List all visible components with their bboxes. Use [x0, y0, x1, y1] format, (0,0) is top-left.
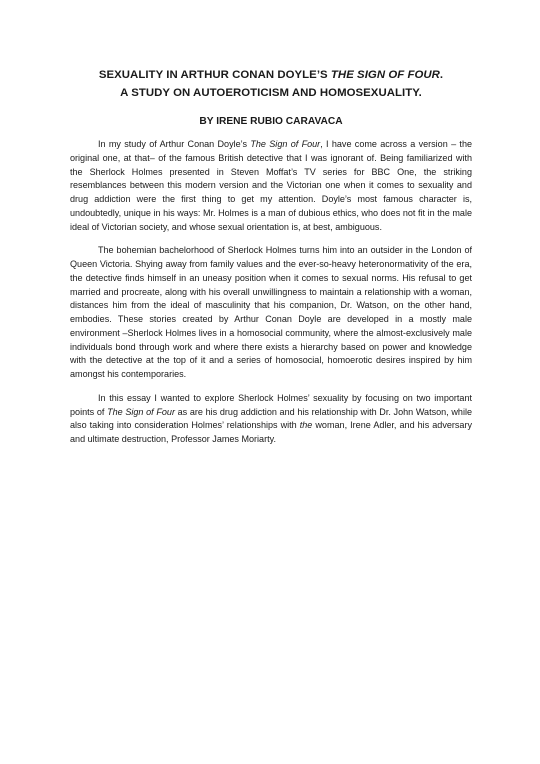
- paragraph-1: [70, 138, 472, 234]
- title-book-name: THE SIGN OF FOUR: [330, 69, 440, 81]
- paragraph-1-text-c: , I have come across a version – the original one, at that– of the famous British detective that I was ignorant of. Being familiarized with the Sherlock Holmes presented in Steven Moffat’s TV series for BBC One, the striking resemblances between this modern version and the Victorian one when it comes to sexuality and drug addiction were the first thing to get my attention. Doyle’s most famous character is, undoubtedly, unique in his ways: Mr. Holmes is a man of dubious ethics, who does not fit in the male ideal of Victorian society, and whose sexual orientation is, at best, ambiguous.: [70, 139, 473, 232]
- paragraph-3-emphasis: the: [299, 420, 313, 431]
- title-line-1-suffix: .: [439, 69, 444, 81]
- title-line-1: [99, 69, 443, 81]
- paragraph-3: [70, 392, 472, 447]
- paragraph-3-book-title: The Sign of Four: [107, 406, 175, 417]
- paragraph-2: The bohemian bachelorhood of Sherlock Holmes turns him into an outsider in the London of Queen Victoria. Shying away from family values and the ever-so-heavy heteronormativity of the era, the detective finds himself in an uneasy position when it comes to sexual norms. His refusal to get married and procreate, along with his overall unwillingness to maintain a relationship with a woman, distances him from the ideal of masculinity that his companion, Dr. Watson, on the other hand, embodies. These stories created by Arthur Conan Doyle are developed in a mostly male environment –Sherlock Holmes lives in a homosocial community, where the almost-exclusively male individuals bond through work and where there exists a hierarchy based on power and knowledge with the detective at the top of it and a series of homosocial, homoerotic desires inspired by him amongst his contemporaries.: [70, 245, 472, 379]
- author-byline: BY IRENE RUBIO CARAVACA: [199, 116, 343, 127]
- paragraph-1-book-title: The Sign of Four: [250, 139, 321, 149]
- paragraph-3-text-e: woman, Irene Adler, and his adversary and ultimate destruction, Professor James Moriarty.: [70, 420, 472, 444]
- paragraph-3-text-c: as are his drug addiction and his relationship with Dr. John Watson, while also taking into consideration Holmes’ relationships with: [70, 406, 472, 431]
- paragraph-1-text-a: In my study of Arthur Conan Doyle’s: [98, 139, 251, 149]
- title-line-1-prefix: SEXUALITY IN ARTHUR CONAN DOYLE’S: [98, 69, 331, 81]
- title-line-2: A STUDY ON AUTOEROTICISM AND HOMOSEXUALITY.: [120, 87, 422, 99]
- paragraph-3-text-a: In this essay I wanted to explore Sherlock Holmes’ sexuality by focusing on two important points of: [70, 392, 472, 417]
- document-title: [70, 66, 472, 102]
